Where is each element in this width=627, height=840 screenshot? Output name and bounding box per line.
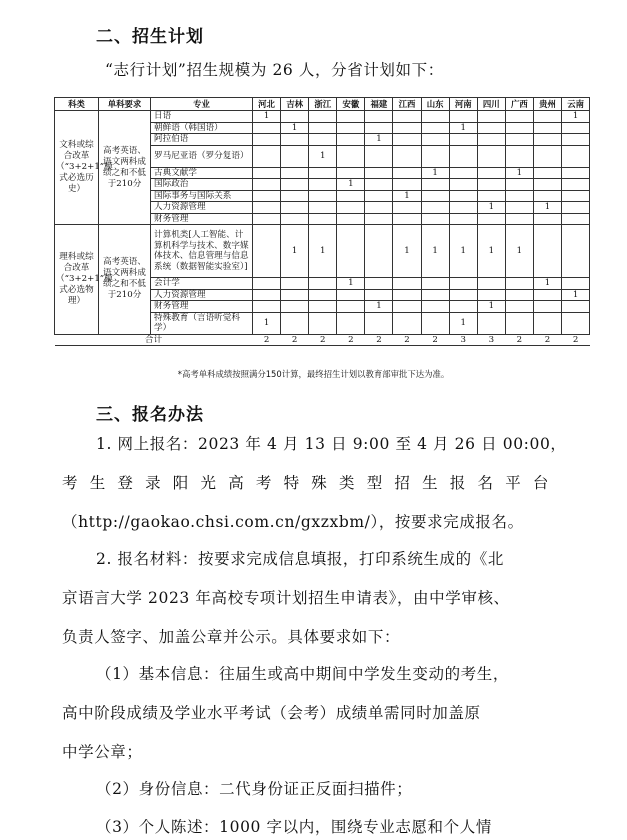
quota-cell [449, 190, 477, 202]
quota-cell [477, 278, 505, 290]
quota-cell [337, 134, 365, 146]
quota-cell [449, 213, 477, 225]
quota-cell [337, 122, 365, 134]
plan-intro: “志行计划”招生规模为 26 人，分省计划如下： [105, 61, 444, 79]
quota-cell [477, 167, 505, 179]
quota-cell [309, 111, 337, 123]
quota-cell [477, 312, 505, 334]
quota-cell [365, 278, 393, 290]
quota-cell [533, 122, 561, 134]
quota-cell [533, 145, 561, 167]
quota-cell: 1 [477, 225, 505, 278]
quota-cell [281, 167, 309, 179]
quota-cell [393, 134, 421, 146]
total-cell: 2 [309, 334, 337, 346]
quota-cell: 1 [449, 312, 477, 334]
quota-cell [449, 289, 477, 301]
quota-cell: 1 [365, 301, 393, 313]
quota-cell [365, 202, 393, 214]
header-province: 江西 [393, 98, 421, 111]
quota-cell [533, 301, 561, 313]
category-cell: 理科或综合改革（“3+2+1”模式必选物理） [55, 225, 99, 335]
quota-cell [365, 167, 393, 179]
quota-cell [309, 122, 337, 134]
quota-cell [449, 278, 477, 290]
quota-cell [449, 202, 477, 214]
total-cell: 3 [477, 334, 505, 346]
quota-cell [477, 122, 505, 134]
major-cell: 日语 [151, 111, 253, 123]
major-cell: 古典文献学 [151, 167, 253, 179]
total-cell: 2 [253, 334, 281, 346]
quota-cell [449, 301, 477, 313]
quota-cell [421, 122, 449, 134]
quota-cell [281, 312, 309, 334]
quota-cell [309, 278, 337, 290]
major-cell: 财务管理 [151, 213, 253, 225]
quota-cell [365, 122, 393, 134]
total-cell: 2 [533, 334, 561, 346]
total-cell: 2 [281, 334, 309, 346]
personal-statement-line: （3）个人陈述：1000 字以内，围绕专业志愿和个人情 [96, 818, 492, 836]
table-footnote: *高考单科成绩按照满分150计算，最终招生计划以教育部审批下达为准。 [177, 369, 450, 379]
quota-cell [253, 190, 281, 202]
header-major: 专业 [151, 98, 253, 111]
quota-cell [337, 312, 365, 334]
quota-cell: 1 [449, 122, 477, 134]
quota-cell [421, 145, 449, 167]
quota-cell [337, 111, 365, 123]
quota-cell [421, 111, 449, 123]
quota-cell [449, 167, 477, 179]
quota-cell [533, 134, 561, 146]
quota-cell [533, 289, 561, 301]
quota-cell [562, 190, 590, 202]
quota-cell: 1 [393, 225, 421, 278]
major-cell: 罗马尼亚语（罗分复语） [151, 145, 253, 167]
quota-cell [505, 213, 533, 225]
quota-cell [281, 301, 309, 313]
quota-cell: 1 [562, 289, 590, 301]
quota-cell [337, 167, 365, 179]
header-category: 科类 [55, 98, 99, 111]
total-cell: 2 [393, 334, 421, 346]
materials-line-3: 负责人签字、加盖公章并公示。具体要求如下： [62, 628, 401, 646]
quota-cell [337, 301, 365, 313]
header-province: 贵州 [533, 98, 561, 111]
header-requirement: 单科要求 [99, 98, 151, 111]
header-province: 河南 [449, 98, 477, 111]
header-province: 云南 [562, 98, 590, 111]
header-province: 河北 [253, 98, 281, 111]
quota-cell [253, 301, 281, 313]
major-cell: 计算机类[人工智能、计算机科学与技术、数字媒体技术、信息管理与信息系统（数据智能实验室）] [151, 225, 253, 278]
table-row [55, 111, 590, 123]
quota-cell [393, 202, 421, 214]
quota-cell [562, 167, 590, 179]
quota-cell [393, 167, 421, 179]
quota-cell [505, 134, 533, 146]
quota-cell [281, 145, 309, 167]
quota-cell [477, 179, 505, 191]
quota-cell [421, 278, 449, 290]
materials-line-1: 2. 报名材料：按要求完成信息填报，打印系统生成的《北 [96, 550, 504, 568]
category-cell: 文科或综合改革（“3+2+1”模式必选历史） [55, 111, 99, 225]
quota-cell [562, 225, 590, 278]
quota-cell [533, 179, 561, 191]
quota-cell [337, 213, 365, 225]
quota-cell [365, 312, 393, 334]
quota-cell [562, 134, 590, 146]
major-cell: 国际政治 [151, 179, 253, 191]
quota-cell [365, 225, 393, 278]
requirement-cell: 高考英语、语文两科成绩之和不低于210分 [99, 225, 151, 335]
quota-cell [365, 190, 393, 202]
quota-cell [505, 179, 533, 191]
quota-cell [449, 145, 477, 167]
quota-cell [309, 179, 337, 191]
quota-cell [393, 301, 421, 313]
quota-cell: 1 [505, 225, 533, 278]
quota-cell [337, 145, 365, 167]
quota-cell: 1 [309, 145, 337, 167]
quota-cell [309, 167, 337, 179]
total-cell: 2 [365, 334, 393, 346]
online-registration-line-3: （http://gaokao.chsi.com.cn/gxzxbm/），按要求完成报名。 [62, 513, 524, 531]
quota-cell [449, 111, 477, 123]
quota-cell [309, 190, 337, 202]
online-registration-line-2: 考 生 登 录 阳 光 高 考 特 殊 类 型 招 生 报 名 平 台 [62, 474, 549, 492]
quota-cell [533, 111, 561, 123]
quota-cell [309, 213, 337, 225]
quota-cell [562, 202, 590, 214]
quota-cell [365, 213, 393, 225]
total-label: 合计 [55, 334, 253, 346]
quota-cell: 1 [562, 111, 590, 123]
quota-cell [477, 190, 505, 202]
major-cell: 人力资源管理 [151, 202, 253, 214]
quota-cell [365, 179, 393, 191]
quota-cell [421, 202, 449, 214]
table-header-row [55, 98, 590, 111]
quota-cell [562, 213, 590, 225]
quota-cell: 1 [421, 167, 449, 179]
quota-cell [253, 134, 281, 146]
header-province: 福建 [365, 98, 393, 111]
quota-cell [281, 179, 309, 191]
quota-cell [393, 312, 421, 334]
total-cell: 3 [449, 334, 477, 346]
quota-cell [309, 301, 337, 313]
quota-cell [281, 111, 309, 123]
quota-cell: 1 [477, 301, 505, 313]
quota-cell [562, 312, 590, 334]
quota-cell [309, 134, 337, 146]
quota-cell [505, 312, 533, 334]
quota-cell [477, 213, 505, 225]
quota-cell [253, 213, 281, 225]
quota-cell [337, 225, 365, 278]
quota-cell [477, 289, 505, 301]
quota-cell [309, 202, 337, 214]
quota-cell: 1 [421, 225, 449, 278]
quota-cell [533, 190, 561, 202]
table-total-row [55, 334, 590, 346]
quota-cell [505, 122, 533, 134]
table-row [55, 225, 590, 278]
quota-cell [281, 134, 309, 146]
quota-cell [421, 301, 449, 313]
basic-info-line-3: 中学公章； [62, 743, 143, 761]
total-cell: 2 [505, 334, 533, 346]
quota-cell [505, 190, 533, 202]
quota-cell [281, 278, 309, 290]
quota-cell [253, 167, 281, 179]
quota-cell [281, 213, 309, 225]
quota-cell [253, 145, 281, 167]
quota-cell: 1 [309, 225, 337, 278]
quota-cell [562, 122, 590, 134]
quota-cell [253, 202, 281, 214]
quota-cell: 1 [281, 225, 309, 278]
header-province: 安徽 [337, 98, 365, 111]
major-cell: 财务管理 [151, 301, 253, 313]
quota-cell [393, 213, 421, 225]
quota-cell [253, 225, 281, 278]
quota-cell [533, 167, 561, 179]
quota-cell [533, 225, 561, 278]
quota-cell [533, 213, 561, 225]
quota-cell [505, 111, 533, 123]
quota-cell [421, 190, 449, 202]
section-3-heading: 三、报名办法 [96, 405, 204, 425]
enrollment-plan-table [54, 97, 590, 346]
quota-cell: 1 [477, 202, 505, 214]
quota-cell [393, 111, 421, 123]
quota-cell [309, 289, 337, 301]
quota-cell [393, 145, 421, 167]
quota-cell [505, 289, 533, 301]
quota-cell: 1 [365, 134, 393, 146]
quota-cell: 1 [449, 225, 477, 278]
quota-cell: 1 [505, 167, 533, 179]
major-cell: 会计学 [151, 278, 253, 290]
quota-cell [421, 179, 449, 191]
major-cell: 阿拉伯语 [151, 134, 253, 146]
quota-cell: 1 [253, 312, 281, 334]
quota-cell [562, 301, 590, 313]
quota-cell [309, 312, 337, 334]
quota-cell [477, 145, 505, 167]
quota-cell [477, 134, 505, 146]
identity-info-line: （2）身份信息：二代身份证正反面扫描件； [96, 780, 413, 798]
quota-cell [337, 202, 365, 214]
quota-cell [449, 179, 477, 191]
quota-cell [393, 122, 421, 134]
quota-cell [533, 312, 561, 334]
quota-cell [281, 190, 309, 202]
quota-cell [505, 301, 533, 313]
quota-cell [421, 312, 449, 334]
section-2-heading: 二、招生计划 [96, 27, 204, 47]
total-cell: 2 [421, 334, 449, 346]
quota-cell: 1 [533, 278, 561, 290]
quota-cell [253, 179, 281, 191]
header-province: 浙江 [309, 98, 337, 111]
major-cell: 人力资源管理 [151, 289, 253, 301]
quota-cell [253, 278, 281, 290]
quota-cell [505, 278, 533, 290]
online-registration-line-1: 1. 网上报名：2023 年 4 月 13 日 9:00 至 4 月 26 日 00:00， [96, 435, 567, 453]
quota-cell [365, 289, 393, 301]
quota-cell [365, 111, 393, 123]
quota-cell [562, 145, 590, 167]
quota-cell [562, 278, 590, 290]
quota-cell [393, 179, 421, 191]
quota-cell [281, 289, 309, 301]
major-cell: 朝鲜语（韩国语） [151, 122, 253, 134]
requirement-cell: 高考英语、语文两科成绩之和不低于210分 [99, 111, 151, 225]
quota-cell [421, 134, 449, 146]
quota-cell [337, 289, 365, 301]
quota-cell [505, 202, 533, 214]
quota-cell [505, 145, 533, 167]
basic-info-line-1: （1）基本信息：往届生或高中期间中学发生变动的考生， [96, 665, 509, 683]
quota-cell: 1 [337, 179, 365, 191]
header-province: 吉林 [281, 98, 309, 111]
quota-cell: 1 [393, 190, 421, 202]
quota-cell [562, 179, 590, 191]
major-cell: 国际事务与国际关系 [151, 190, 253, 202]
quota-cell [337, 190, 365, 202]
quota-cell: 1 [533, 202, 561, 214]
quota-cell [253, 122, 281, 134]
quota-cell: 1 [337, 278, 365, 290]
quota-cell [449, 134, 477, 146]
quota-cell [281, 202, 309, 214]
quota-cell [253, 289, 281, 301]
materials-line-2: 京语言大学 2023 年高校专项计划招生申请表》，由中学审核、 [62, 589, 510, 607]
quota-cell: 1 [253, 111, 281, 123]
quota-cell [421, 213, 449, 225]
basic-info-line-2: 高中阶段成绩及学业水平考试（会考）成绩单需同时加盖原 [62, 704, 481, 722]
quota-cell: 1 [281, 122, 309, 134]
total-cell: 2 [562, 334, 590, 346]
header-province: 四川 [477, 98, 505, 111]
quota-cell [393, 289, 421, 301]
header-province: 广西 [505, 98, 533, 111]
quota-cell [477, 111, 505, 123]
major-cell: 特殊教育（言语听觉科学） [151, 312, 253, 334]
quota-cell [365, 145, 393, 167]
header-province: 山东 [421, 98, 449, 111]
quota-cell [393, 278, 421, 290]
quota-cell [421, 289, 449, 301]
total-cell: 2 [337, 334, 365, 346]
